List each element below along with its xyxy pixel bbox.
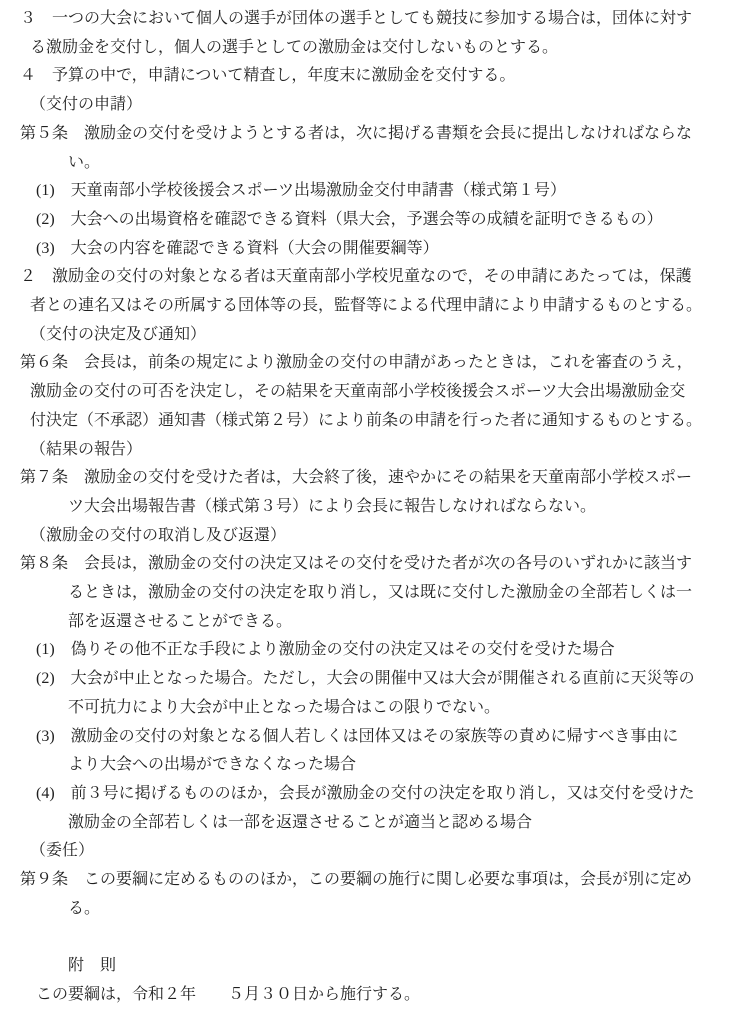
article-line: 第８条 会長は，激励金の交付の決定又はその交付を受けた者が次の各号のいずれかに該当す: [20, 555, 693, 573]
subitem-line: (1) 天童南部小学校後援会スポーツ出場激励金交付申請書（様式第１号）: [36, 182, 567, 200]
item-line: ２ 激励金の交付の対象となる者は天童南部小学校児童なので，その申請にあたっては，保護: [20, 268, 692, 286]
subitem-line: (4) 前３号に掲げるもののほか，会長が激励金の交付の決定を取り消し，又は交付を受けた: [36, 784, 695, 802]
continuation-line: る激励金を交付し，個人の選手としての激励金は交付しないものとする。: [30, 38, 559, 56]
continuation-line: 激励金の全部若しくは一部を返還させることが適当と認める場合: [68, 813, 533, 831]
continuation-line: い。: [68, 153, 101, 171]
continuation-line: る。: [68, 899, 101, 917]
subitem-line: (3) 大会の内容を確認できる資料（大会の開催要綱等）: [36, 239, 439, 257]
section-heading: （激励金の交付の取消し及び返還）: [30, 526, 287, 544]
article-line: 第５条 激励金の交付を受けようとする者は，次に掲げる書類を会長に提出しなければならな: [20, 124, 693, 142]
continuation-line: 不可抗力により大会が中止となった場合はこの限りでない。: [68, 698, 501, 716]
continuation-line: ツ大会出場報告書（様式第３号）により会長に報告しなければならない。: [68, 497, 597, 515]
article-line: 第９条 この要綱に定めるもののほか，この要綱の施行に関し必要な事項は，会長が別に定め: [20, 871, 693, 889]
article-line: 第６条 会長は，前条の規定により激励金の交付の申請があったときは，これを審査のうえ，: [20, 354, 693, 372]
continuation-line: るときは，激励金の交付の決定を取り消し，又は既に交付した激励金の全部若しくは一: [68, 584, 693, 602]
continuation-line: 者との連名又はその所属する団体等の長，監督等による代理申請により申請するものとする。: [30, 297, 703, 315]
section-heading: （委任）: [30, 842, 95, 860]
subitem-line: (1) 偽りその他不正な手段により激励金の交付の決定又はその交付を受けた場合: [36, 641, 615, 659]
blank-line: [0, 924, 746, 953]
article-line: 第７条 激励金の交付を受けた者は，大会終了後，速やかにその結果を天童南部小学校スポー: [20, 469, 693, 487]
continuation-line: 激励金の交付の可否を決定し，その結果を天童南部小学校後援会スポーツ大会出場激励金交: [30, 383, 686, 401]
continuation-line: 付決定（不承認）通知書（様式第２号）により前条の申請を行った者に通知するものとする。: [30, 411, 703, 429]
subitem-line: (2) 大会が中止となった場合。ただし，大会の開催中又は大会が開催される直前に天災等の: [36, 670, 695, 688]
supplementary-provisions-heading: 附 則: [68, 957, 117, 975]
subitem-line: (2) 大会への出場資格を確認できる資料（県大会，予選会等の成績を証明できるもの）: [36, 210, 663, 228]
continuation-line: より大会への出場ができなくなった場合: [68, 756, 357, 774]
section-heading: （交付の決定及び通知）: [30, 325, 207, 343]
subitem-line: (3) 激励金の交付の対象となる個人若しくは団体又はその家族等の責めに帰すべき事由に: [36, 727, 679, 745]
item-line: ３ 一つの大会において個人の選手が団体の選手としても競技に参加する場合は，団体に対す: [20, 10, 693, 27]
section-heading: （結果の報告）: [30, 440, 143, 458]
effective-date-line: この要綱は，令和２年 ５月３０日から施行する。: [36, 985, 421, 1003]
item-line: ４ 予算の中で，申請について精査し，年度末に激励金を交付する。: [20, 67, 516, 85]
continuation-line: 部を返還させることができる。: [68, 612, 293, 630]
section-heading: （交付の申請）: [30, 96, 143, 114]
